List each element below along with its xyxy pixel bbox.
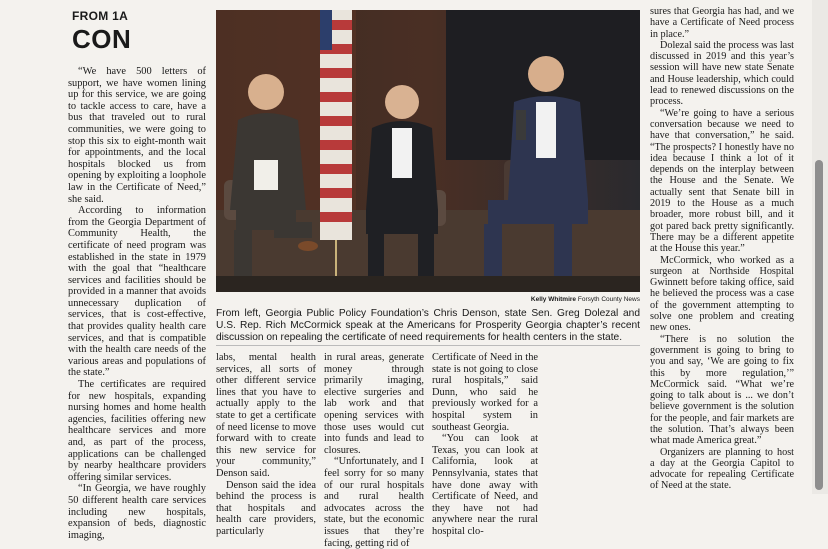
caption-divider [216,345,640,346]
section-kicker: FROM 1A [72,9,129,23]
paragraph: “You can look at Texas, you can look at California, look at Pennsylvania, states that have done away with Certificate of Need, and they have not had anywhere near the rural hospital clo- [432,433,538,537]
column-3 [324,352,424,549]
paragraph: “There is no solution the government is going to bring to you and say, ‘We are going to fix this by more regulation,’” McCormick said. “What we’re going to talk about is ... we don’t believe government is the solution for the people, and fair markets are the solution. That’s always been what made America great.” [650,333,794,447]
paragraph: “We’re going to have a serious conversation because we need to have that conversation,” he said. “The prospects? I honestly have no idea because I think a lot of it depends on the interplay between the House and the Senate. We actually sent that Senate bill in 2019 to the House as a much broader, more robust bill, and it got pared back pretty significantly. There may be a different appetite at the House this year.” [650,107,794,255]
paragraph: The certificates are required for new hospitals, expanding nursing homes and home health agencies, facilities offering new healthcare services and more and, as part of the process, applications can be challenged by nearby healthcare providers offering similar services. [68,379,206,483]
column-5 [650,6,794,492]
paragraph: Organizers are planning to host a day at the Georgia Capitol to advocate for repealing Certificate of Need at the state. [650,446,794,492]
paragraph: McCormick, who worked as a surgeon at Northside Hospital Gwinnett before taking office, said he believed the process was a case of the government attempting to solve one problem and creating new ones. [650,254,794,334]
paragraph: sures that Georgia has had, and we have a Certificate of Need process in place.” [650,6,794,40]
photo-credit-source: Forsyth County News [577,296,640,303]
photo-caption: From left, Georgia Public Policy Foundation’s Chris Denson, state Sen. Greg Dolezal and U.S. Rep. Rich McCormick speak at the Americans for Prosperity Georgia chapter’s recent discussion on repealing the certificate of need requirements for health centers in the state. [216,308,640,343]
paragraph: in rural areas, generate money through primarily imaging, elective surgeries and lab work and that opening services with those uses would cut into funds and lead to closures. [324,352,424,456]
paragraph: “We have 500 letters of support, we have women lining up for this service, we are going to tackle access to care, have a bus that traveled out to rural communities, we were going to stop this six to eight-month wait for appointments, and the local hospitals blocked us from opening by exploiting a loophole law in the Certificate of Need,” she said. [68,66,206,205]
scrollbar-thumb[interactable] [815,160,823,490]
column-2 [216,352,316,538]
panel-photo-illustration [216,10,640,292]
paragraph: “Unfortunately, and I feel sorry for so many of our rural hospitals and rural health advocates across the state, but the economic issues that they’re facing, getting rid of [324,456,424,549]
paragraph: labs, mental health services, all sorts of other different service lines that you have to actually apply to the state to get a certificate of need license to move forward with to create this new service for your community,” Denson said. [216,352,316,479]
news-photo [216,10,640,292]
paragraph: Denson said the idea behind the process is that hospitals and health care providers, particularly [216,479,316,537]
column-1 [68,66,206,541]
paragraph: According to information from the Georgia Department of Community Health, the certificate of need program was established in the state in 1979 with the goal that “healthcare services and facilities should be provided in a manner that avoids unnecessary duplication of services, that is cost-effective, that provides quality health care services, and that is compatible with the health care needs of the various areas and populations of the state.” [68,205,206,379]
column-4 [432,352,538,538]
paragraph: Certificate of Need in the state is not going to close rural hospitals,” said Dunn, who said he previously worked for a hospital system in southeast Georgia. [432,352,538,433]
photo-credit [216,296,640,303]
photo-credit-name: Kelly Whitmire [530,296,577,303]
headline: CON [72,24,132,54]
paragraph: Dolezal said the process was last discussed in 2019 and this year’s session will have new state Senate and House leadership, which could lead to renewed discussions on the process. [650,39,794,108]
paragraph: “In Georgia, we have roughly 50 different health care services including new hospitals, expansion of beds, diagnostic imaging, [68,483,206,541]
